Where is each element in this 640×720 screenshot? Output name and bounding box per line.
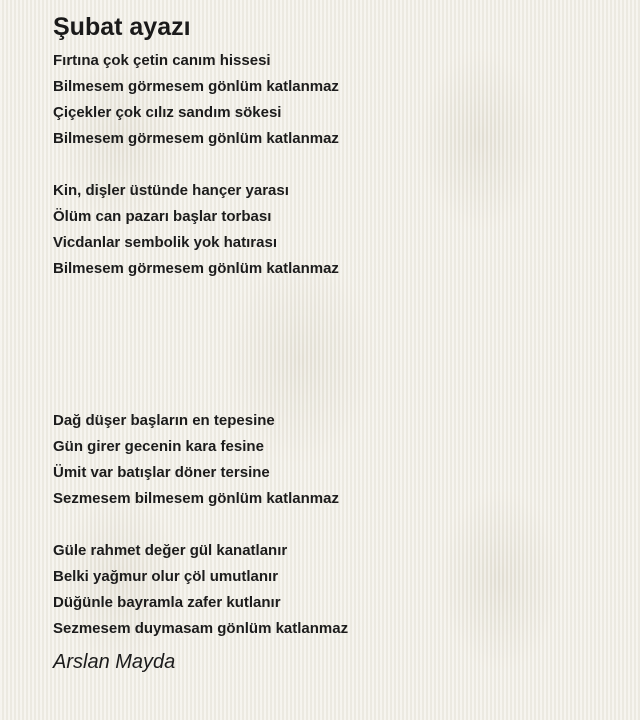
poem-line: Fırtına çok çetin canım hissesi <box>53 52 271 69</box>
section-spacer <box>53 282 613 408</box>
poem-line: Ümit var batışlar döner tersine <box>53 464 270 481</box>
poem-line: Vicdanlar sembolik yok hatırası <box>53 234 277 251</box>
poem-line: Gün girer gecenin kara fesine <box>53 438 264 455</box>
poem-title: Şubat ayazı <box>53 13 191 41</box>
poem-line: Bilmesem görmesem gönlüm katlanmaz <box>53 78 339 95</box>
poem-line: Sezmesem duymasam gönlüm katlanmaz <box>53 620 349 637</box>
poem-line: Sezmesem bilmesem gönlüm katlanmaz <box>53 490 339 507</box>
poem-line: Bilmesem görmesem gönlüm katlanmaz <box>53 260 339 277</box>
poem-line: Bilmesem görmesem gönlüm katlanmaz <box>53 130 339 147</box>
poem-line: Güle rahmet değer gül kanatlanır <box>53 542 288 559</box>
stanza-1 <box>53 48 613 152</box>
poem-line: Ölüm can pazarı başlar torbası <box>53 208 272 225</box>
stanza-3 <box>53 408 613 512</box>
poem-line: Çiçekler çok cılız sandım sökesi <box>53 104 282 121</box>
poem-author: Arslan Mayda <box>53 651 176 673</box>
stanza-spacer <box>53 512 613 538</box>
poem-line: Kin, dişler üstünde hançer yarası <box>53 182 289 199</box>
poem-line: Belki yağmur olur çöl umutlanır <box>53 568 279 585</box>
poem-container <box>53 10 613 676</box>
poem-line: Dağ düşer başların en tepesine <box>53 412 275 429</box>
poem-line: Düğünle bayramla zafer kutlanır <box>53 594 281 611</box>
stanza-2 <box>53 178 613 282</box>
stanza-4 <box>53 538 613 642</box>
stanza-spacer <box>53 152 613 178</box>
